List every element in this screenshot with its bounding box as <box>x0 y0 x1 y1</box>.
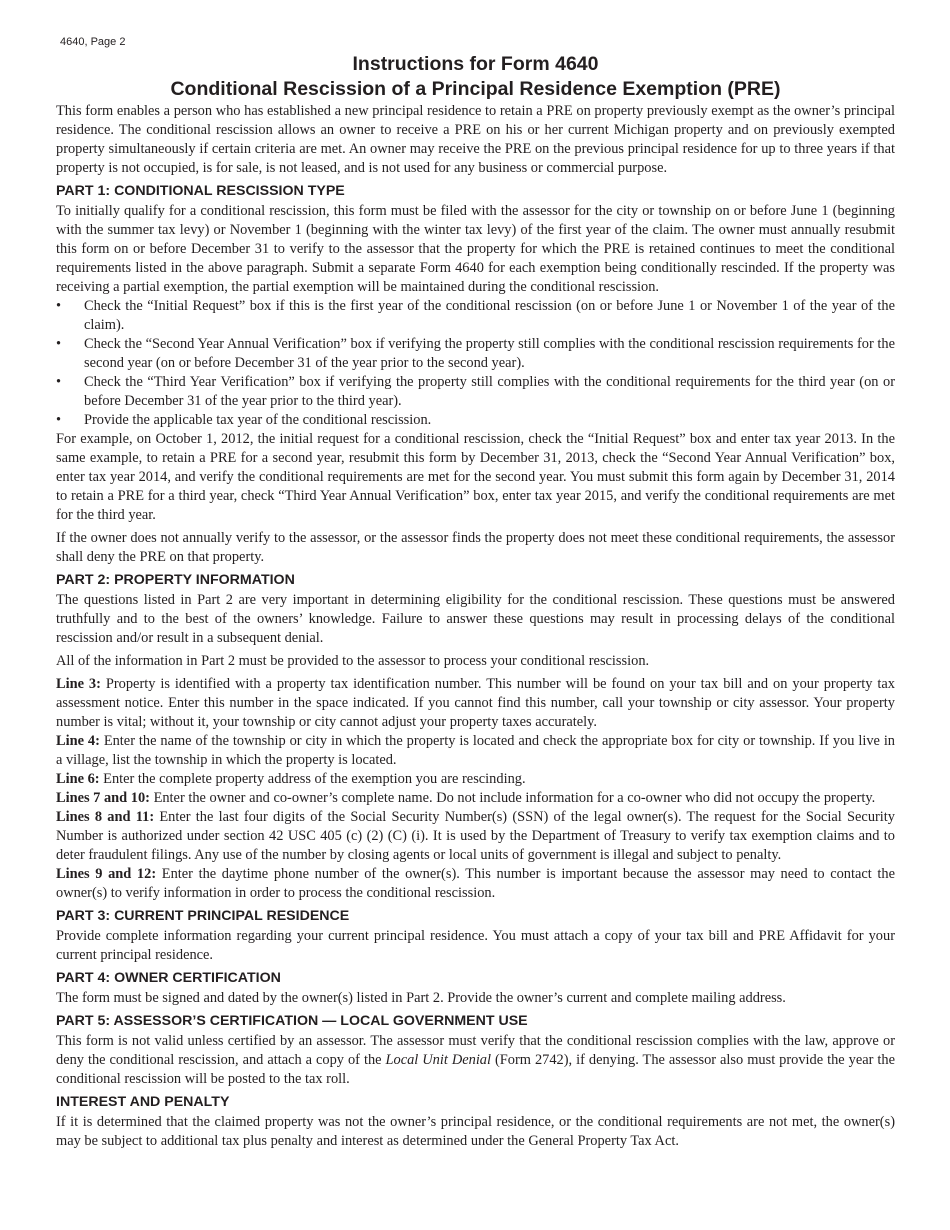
line-4-instruction <box>56 732 895 770</box>
part5-heading: PART 5: ASSESSOR’S CERTIFICATION — LOCAL GOVERNMENT USE <box>56 1013 528 1029</box>
list-item-text: Check the “Initial Request” box if this is the first year of the conditional rescission (on or before June 1 or November 1 of the year of the claim). <box>84 298 895 333</box>
list-item <box>56 297 895 335</box>
list-item <box>56 411 895 430</box>
part3-heading: PART 3: CURRENT PRINCIPAL RESIDENCE <box>56 908 350 924</box>
part5-text-b: (Form 2742), if denying. The assessor also must provide the year the conditional rescission will be posted to the tax roll. <box>56 1052 895 1087</box>
page-number: 4640, Page 2 <box>60 36 126 48</box>
line-text: Property is identified with a property tax identification number. This number will be found on your tax bill and on your property tax assessment notice. Enter this number in the space indicated. If you cannot find this number, call your township or city assessor. Your property number is vital; without it, your township or city cannot adjust your property taxes accurately. <box>56 676 895 730</box>
part4-paragraph: The form must be signed and dated by the owner(s) listed in Part 2. Provide the owner’s current and complete mailing address. <box>56 990 786 1006</box>
line-label: Lines 9 and 12: <box>56 866 157 882</box>
lines-7-10-instruction <box>56 789 895 808</box>
local-unit-denial-title: Local Unit Denial <box>385 1052 492 1068</box>
line-3-instruction <box>56 675 895 732</box>
line-text: Enter the owner and co-owner’s complete name. Do not include information for a co-owner who did not occupy the property. <box>149 790 876 806</box>
line-label: Lines 8 and 11: <box>56 809 155 825</box>
bullet: • <box>56 336 62 352</box>
line-label: Line 4: <box>56 733 100 749</box>
part2-paragraph-2: All of the information in Part 2 must be provided to the assessor to process your conditional rescission. <box>56 653 650 669</box>
part1-heading: PART 1: CONDITIONAL RESCISSION TYPE <box>56 183 345 199</box>
list-item <box>56 335 895 373</box>
line-label: Line 3: <box>56 676 101 692</box>
line-text: Enter the complete property address of the exemption you are rescinding. <box>99 771 526 787</box>
part2-paragraph: The questions listed in Part 2 are very important in determining eligibility for the conditional rescission. These questions must be answered truthfully and to the best of the owners’ knowledge. Failure to answer these questions may result in processing delays of the conditional rescission and/or result in a subsequent denial. <box>56 592 895 646</box>
line-text: Enter the name of the township or city in which the property is located and check the appropriate box for city or township. If you live in a village, list the township in which the property is located. <box>56 733 896 768</box>
part1-deny-paragraph: If the owner does not annually verify to the assessor, or the assessor finds the property does not meet these conditional requirements, the assessor shall deny the PRE on that property. <box>56 530 895 565</box>
lines-9-12-instruction <box>56 865 895 903</box>
part1-bullet-list <box>56 297 895 430</box>
part1-paragraph: To initially qualify for a conditional rescission, this form must be filed with the assessor for the city or township on or before June 1 (beginning with the summer tax levy) or November 1 (beginning with the winter tax levy) of the first year of the claim. The owner must annually resubmit this form on or before December 31 to verify to the assessor that the property for which the PRE is retained continues to meet the conditional requirements listed in the above paragraph. Submit a separate Form 4640 for each exemption being conditionally rescinded. If the property was receiving a partial exemption, the partial exemption will be maintained during the conditional rescission. <box>56 203 895 295</box>
part3-paragraph: Provide complete information regarding your current principal residence. You must attach a copy of your tax bill and PRE Affidavit for your current principal residence. <box>56 928 895 963</box>
intro-paragraph: This form enables a person who has established a new principal residence to retain a PRE on property previously exempt as the owner’s principal residence. The conditional rescission allows an owner to receive a PRE on his or her current Michigan property and on previously exempted property simultaneously if certain criteria are met. An owner may receive the PRE on the previous principal residence for up to three years if that property is not occupied, is for sale, is not leased, and is not used for any business or commercial purpose. <box>56 103 895 176</box>
part2-heading: PART 2: PROPERTY INFORMATION <box>56 572 295 588</box>
lines-8-11-instruction <box>56 808 895 865</box>
list-item-text: Check the “Third Year Verification” box if verifying the property still complies with the conditional requirements for the third year (on or before December 31 of the year prior to the third year). <box>84 374 895 409</box>
interest-penalty-paragraph: If it is determined that the claimed property was not the owner’s principal residence, or the conditional requirements are not met, the owner(s) may be subject to additional tax plus penalty and interest as determined under the General Property Tax Act. <box>56 1114 895 1149</box>
part4-heading: PART 4: OWNER CERTIFICATION <box>56 970 281 986</box>
part5-paragraph <box>56 1032 895 1089</box>
line-6-instruction <box>56 770 895 789</box>
line-label: Lines 7 and 10: <box>56 790 150 806</box>
bullet: • <box>56 298 62 314</box>
list-item-text: Provide the applicable tax year of the conditional rescission. <box>84 412 432 428</box>
line-label: Line 6: <box>56 771 100 787</box>
line-text: Enter the last four digits of the Social Security Number(s) (SSN) of the legal owner(s). The request for the Social Security Number is authorized under section 42 USC 405 (c) (2) (C) (i). It is used by the Department of Treasury to verify tax exemption claims and to deter fraudulent filings. Any use of the number by closing agents or local units of government is illegal and subject to penalty. <box>56 809 895 863</box>
part5-text-a: This form is not valid unless certified by an assessor. The assessor must verify that the conditional rescission complies with the law, approve or deny the conditional rescission, and attach a copy of the <box>56 1033 895 1068</box>
part1-example: For example, on October 1, 2012, the initial request for a conditional rescission, check the “Initial Request” box and enter tax year 2013. In the same example, to retain a PRE for a second year, resubmit this form by December 31, 2013, check the “Second Year Annual Verification” box, enter tax year 2014, and verify the conditional requirements are met for the second year. You must submit this form again by December 31, 2014 to retain a PRE for a third year, check “Third Year Annual Verification” box, enter tax year 2015, and verify the conditional requirements are met for the third year. <box>56 431 895 523</box>
bullet: • <box>56 412 62 428</box>
list-item-text: Check the “Second Year Annual Verification” box if verifying the property still complies with the conditional rescission requirements for the second year (on or before December 31 of the year prior to the second year). <box>84 336 895 371</box>
list-item <box>56 373 895 411</box>
instructions-page <box>56 0 895 1151</box>
form-subtitle: Conditional Rescission of a Principal Residence Exemption (PRE) <box>170 78 781 100</box>
form-title: Instructions for Form 4640 <box>352 53 599 75</box>
line-text: Enter the daytime phone number of the owner(s). This number is important because the assessor may need to contact the owner(s) to verify information in order to process the conditional rescission. <box>56 866 895 901</box>
interest-penalty-heading: INTEREST AND PENALTY <box>56 1094 230 1110</box>
bullet: • <box>56 374 62 390</box>
